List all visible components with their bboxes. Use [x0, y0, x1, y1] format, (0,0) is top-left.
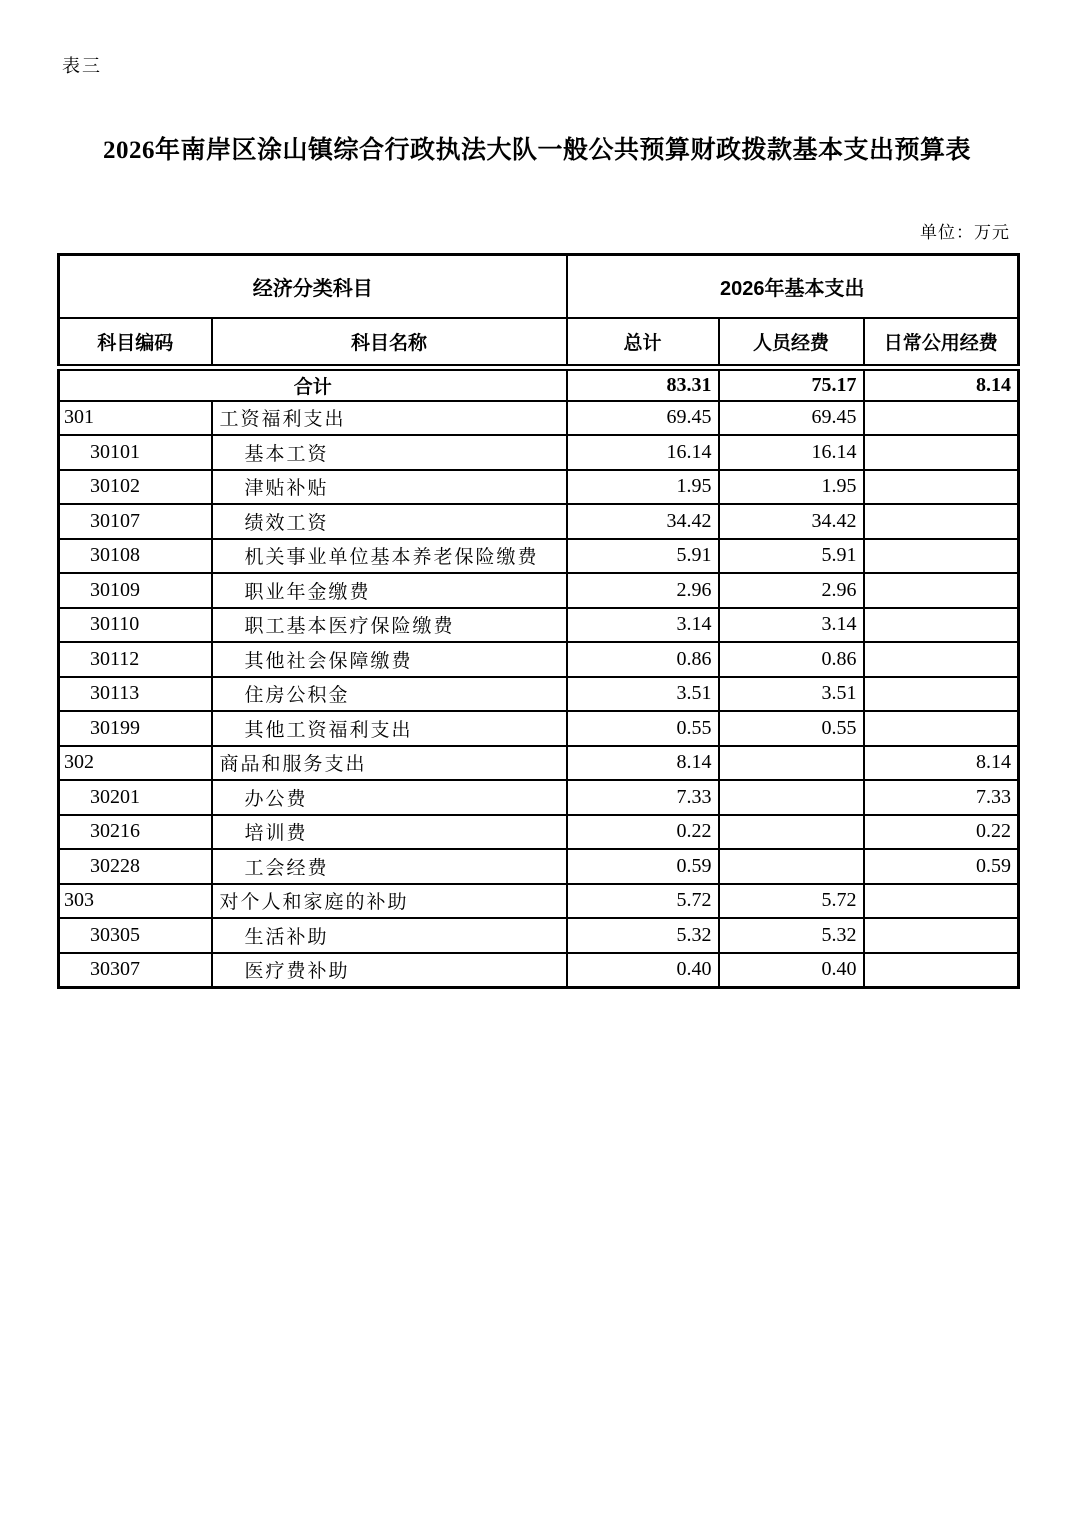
cell-subject-code: 30201: [59, 780, 212, 815]
cell-subject-code: 30305: [59, 918, 212, 953]
cell-daily-funds: 7.33: [864, 780, 1019, 815]
budget-table: [57, 253, 1020, 989]
cell-subject-code: 30228: [59, 849, 212, 884]
cell-total: 0.55: [567, 711, 719, 746]
cell-subject-name: 工会经费: [212, 849, 567, 884]
cell-subject-name: 对个人和家庭的补助: [212, 884, 567, 919]
cell-personnel-funds: 0.40: [719, 953, 864, 988]
cell-subject-name: 医疗费补助: [212, 953, 567, 988]
cell-subject-code: 30102: [59, 470, 212, 505]
cell-total: 3.51: [567, 677, 719, 712]
cell-daily-funds: [864, 953, 1019, 988]
total-row-label: 合计: [59, 368, 567, 401]
cell-total: 1.95: [567, 470, 719, 505]
cell-total: 0.22: [567, 815, 719, 850]
col-header-daily-public-funds: 日常公用经费: [864, 318, 1019, 368]
cell-personnel-funds: 16.14: [719, 435, 864, 470]
cell-total: 0.59: [567, 849, 719, 884]
cell-total: 16.14: [567, 435, 719, 470]
table-row: [59, 849, 1019, 884]
cell-subject-name: 其他工资福利支出: [212, 711, 567, 746]
cell-subject-code: 30307: [59, 953, 212, 988]
cell-personnel-funds: [719, 780, 864, 815]
cell-subject-name: 工资福利支出: [212, 401, 567, 436]
cell-subject-name: 商品和服务支出: [212, 746, 567, 781]
cell-subject-code: 303: [59, 884, 212, 919]
header-basic-expenditure-2026: 2026年基本支出: [567, 255, 1019, 318]
cell-personnel-funds: 3.14: [719, 608, 864, 643]
cell-personnel-funds: 1.95: [719, 470, 864, 505]
cell-personnel-funds: 34.42: [719, 504, 864, 539]
cell-daily-funds: [864, 470, 1019, 505]
cell-daily-funds: [864, 677, 1019, 712]
cell-subject-name: 其他社会保障缴费: [212, 642, 567, 677]
col-header-personnel-funds: 人员经费: [719, 318, 864, 368]
cell-total: 69.45: [567, 401, 719, 436]
col-header-subject-name: 科目名称: [212, 318, 567, 368]
cell-total: 0.40: [567, 953, 719, 988]
cell-total: 8.14: [567, 746, 719, 781]
cell-subject-code: 30107: [59, 504, 212, 539]
cell-total: 3.14: [567, 608, 719, 643]
cell-daily-funds: [864, 401, 1019, 436]
cell-daily-funds: [864, 918, 1019, 953]
cell-subject-code: 302: [59, 746, 212, 781]
table-row: [59, 573, 1019, 608]
cell-daily-funds: [864, 711, 1019, 746]
cell-subject-name: 职工基本医疗保险缴费: [212, 608, 567, 643]
table-row: [59, 884, 1019, 919]
table-row: [59, 918, 1019, 953]
col-header-subject-code: 科目编码: [59, 318, 212, 368]
cell-subject-code: 30112: [59, 642, 212, 677]
cell-total: 5.32: [567, 918, 719, 953]
cell-subject-name: 基本工资: [212, 435, 567, 470]
cell-daily-funds: [864, 435, 1019, 470]
table-row: [59, 711, 1019, 746]
cell-subject-name: 机关事业单位基本养老保险缴费: [212, 539, 567, 574]
header-economic-classification: 经济分类科目: [59, 255, 567, 318]
budget-table-body: [59, 368, 1019, 988]
cell-subject-code: 30109: [59, 573, 212, 608]
cell-subject-code: 30110: [59, 608, 212, 643]
page-title: 2026年南岸区涂山镇综合行政执法大队一般公共预算财政拨款基本支出预算表: [102, 137, 971, 164]
cell-subject-name: 生活补助: [212, 918, 567, 953]
cell-personnel-funds: 0.55: [719, 711, 864, 746]
cell-subject-code: 30199: [59, 711, 212, 746]
cell-personnel-funds: 0.86: [719, 642, 864, 677]
cell-daily-funds: [864, 642, 1019, 677]
cell-daily-funds: [864, 504, 1019, 539]
unit-note: 单位：万元: [920, 223, 1010, 242]
cell-daily-funds: 0.22: [864, 815, 1019, 850]
cell-subject-name: 办公费: [212, 780, 567, 815]
col-header-total: 总计: [567, 318, 719, 368]
cell-subject-name: 培训费: [212, 815, 567, 850]
table-row: [59, 677, 1019, 712]
table-row: [59, 642, 1019, 677]
total-row-personnel: 75.17: [719, 368, 864, 401]
cell-subject-name: 津贴补贴: [212, 470, 567, 505]
table-row: [59, 470, 1019, 505]
cell-total: 5.72: [567, 884, 719, 919]
cell-subject-code: 30101: [59, 435, 212, 470]
total-row-total: 83.31: [567, 368, 719, 401]
table-row: [59, 815, 1019, 850]
total-row: [59, 368, 1019, 401]
cell-subject-code: 30216: [59, 815, 212, 850]
cell-subject-code: 30113: [59, 677, 212, 712]
table-row: [59, 539, 1019, 574]
table-row: [59, 504, 1019, 539]
cell-personnel-funds: 3.51: [719, 677, 864, 712]
cell-personnel-funds: 5.72: [719, 884, 864, 919]
cell-daily-funds: [864, 608, 1019, 643]
table-row: [59, 608, 1019, 643]
cell-total: 2.96: [567, 573, 719, 608]
cell-daily-funds: [864, 573, 1019, 608]
cell-subject-name: 住房公积金: [212, 677, 567, 712]
cell-total: 7.33: [567, 780, 719, 815]
cell-personnel-funds: [719, 746, 864, 781]
cell-daily-funds: [864, 884, 1019, 919]
cell-total: 5.91: [567, 539, 719, 574]
table-header: [59, 255, 1019, 368]
cell-daily-funds: 0.59: [864, 849, 1019, 884]
cell-subject-name: 绩效工资: [212, 504, 567, 539]
table-index-label: 表三: [62, 56, 102, 76]
table-row: [59, 746, 1019, 781]
cell-subject-code: 30108: [59, 539, 212, 574]
header-group-row: [59, 255, 1019, 318]
cell-subject-name: 职业年金缴费: [212, 573, 567, 608]
table-row: [59, 953, 1019, 988]
cell-personnel-funds: 5.91: [719, 539, 864, 574]
cell-personnel-funds: 2.96: [719, 573, 864, 608]
table-row: [59, 780, 1019, 815]
cell-personnel-funds: [719, 815, 864, 850]
table-row: [59, 401, 1019, 436]
cell-total: 0.86: [567, 642, 719, 677]
total-row-daily: 8.14: [864, 368, 1019, 401]
cell-personnel-funds: [719, 849, 864, 884]
cell-subject-code: 301: [59, 401, 212, 436]
cell-total: 34.42: [567, 504, 719, 539]
cell-personnel-funds: 5.32: [719, 918, 864, 953]
header-columns-row: [59, 318, 1019, 368]
cell-daily-funds: 8.14: [864, 746, 1019, 781]
cell-personnel-funds: 69.45: [719, 401, 864, 436]
table-row: [59, 435, 1019, 470]
cell-daily-funds: [864, 539, 1019, 574]
